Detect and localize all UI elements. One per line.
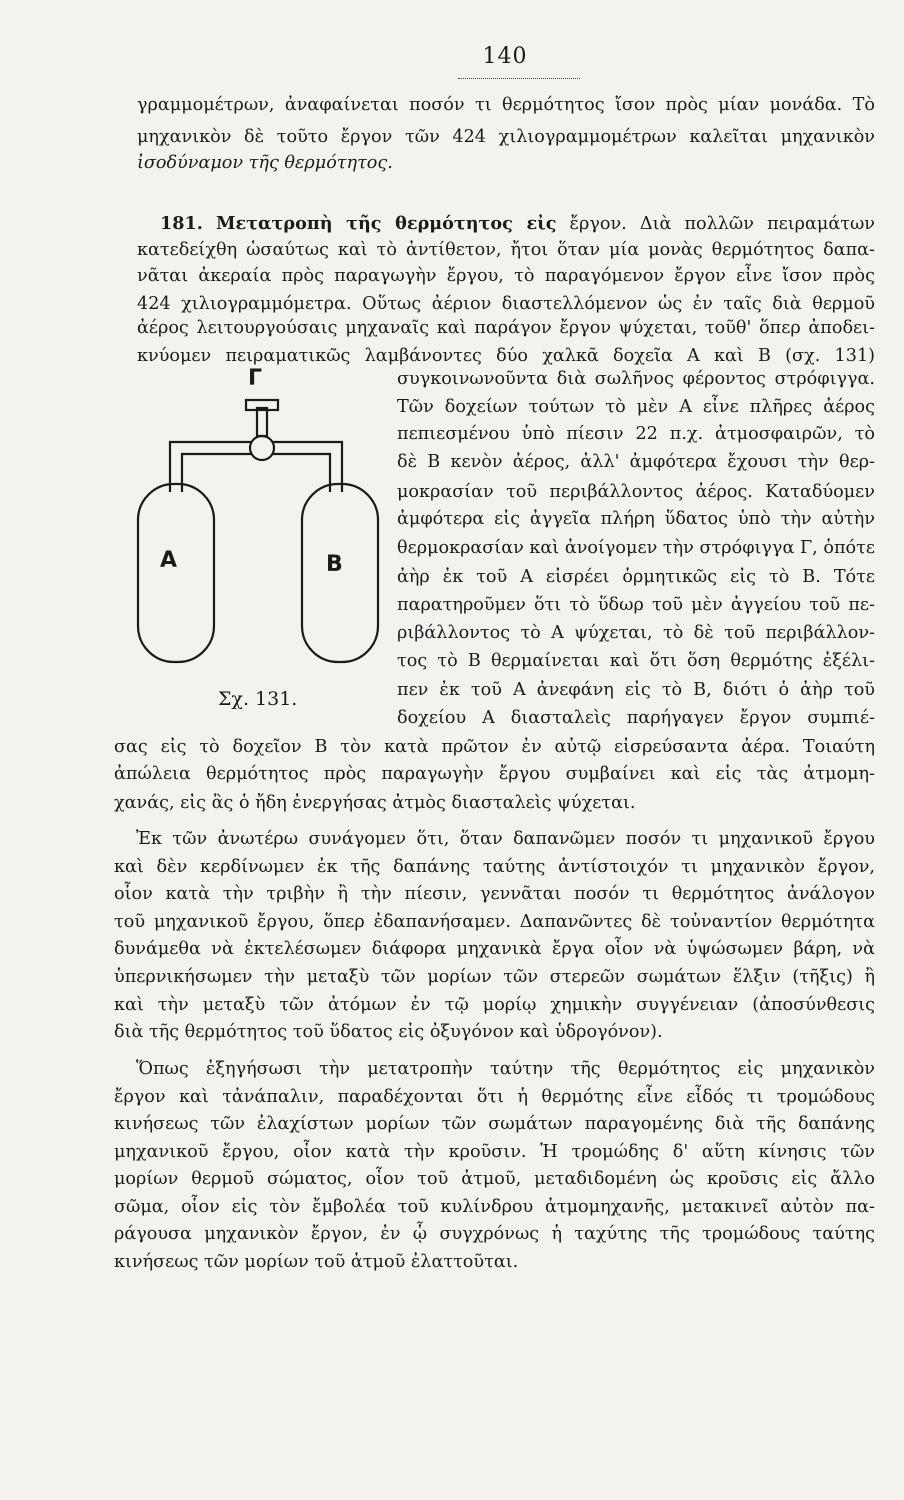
figure-131-two-vessels-diagram <box>130 362 380 682</box>
section-heading-rest: ἔργον. Διὰ πολλῶν πειραμάτων <box>569 214 875 234</box>
text-line: χανάς, εἰς ἃς ὁ ἤδη ἐνεργήσας ἀτμὸς διασταλεὶς ψύχεται. <box>114 793 636 813</box>
text-line: ἀπώλεια θερμότητος πρὸς παραγωγὴν ἔργου συμβαίνει καὶ εἰς τὰς ἀτμομη- <box>114 764 875 784</box>
text-line: καὶ δὲν κερδίνωμεν ἐκ τῆς δαπάνης ταύτης ἀντίστοιχόν τι μηχανικὸν ἔργον, <box>114 857 875 877</box>
text-line: πεπιεσμένου ὑπὸ πίεσιν 22 π.χ. ἀτμοσφαιρῶν, τὸ <box>397 424 875 444</box>
text-line: δὲ Β κενὸν ἀέρος, ἀλλ' ἀμφότερα ἔχουσι τὴν θερ- <box>397 452 875 472</box>
page-number: 140 <box>482 44 528 69</box>
text-line: μηχανικὸν δὲ τοῦτο ἔργον τῶν 424 χιλιογραμμομέτρων καλεῖται μηχανικὸν <box>137 127 875 147</box>
header-rule <box>458 78 580 79</box>
text-line: συγκοινωνοῦντα διὰ σωλῆνος φέροντος στρόφιγγα. <box>397 369 875 389</box>
text-line: μοκρασίαν τοῦ περιβάλλοντος ἀέρος. Καταδύομεν <box>397 482 875 502</box>
text-line: Ὅπως ἐξηγήσωσι τὴν μετατροπὴν ταύτην τῆς θερμότητος εἰς μηχανικὸν <box>136 1059 875 1079</box>
text-line: διὰ τῆς θερμότητος τοῦ ὕδατος εἰς ὀξυγόνον καὶ ὑδρογόνον). <box>114 1022 663 1042</box>
section-number: 181. <box>160 213 203 234</box>
text-line: ριβάλλοντος τὸ Α ψύχεται, τὸ δὲ τοῦ περιβάλλον- <box>397 623 875 643</box>
figure-label-gamma: Γ <box>248 366 263 391</box>
text-line: ἀέρος λειτουργούσαις μηχαναῖς καὶ παράγον ἔργον ψύχεται, τοῦθ' ὅπερ ἀποδει- <box>137 318 875 338</box>
text-line: κινήσεως τῶν μορίων τοῦ ἀτμοῦ ἐλαττοῦται. <box>114 1252 519 1272</box>
text-line: ὑπερνικήσωμεν τὴν μεταξὺ τῶν μορίων τῶν στερεῶν σωμάτων ἕλξιν (τῆξις) ἢ <box>114 967 875 987</box>
text-line: κνύομεν πειραματικῶς λαμβάνοντες δύο χαλκᾶ δοχεῖα Α καὶ Β (σχ. 131) <box>137 346 875 366</box>
text-line: Ἐκ τῶν ἀνωτέρω συνάγομεν ὅτι, ὅταν δαπανῶμεν ποσόν τι μηχανικοῦ ἔργου <box>136 829 875 849</box>
text-line: νᾶται ἀκεραία πρὸς παραγωγὴν ἔργου, τὸ παραγόμενον ἔργον εἶνε ἴσον πρὸς <box>137 266 875 286</box>
text-line: 424 χιλιογραμμόμετρα. Οὕτως ἀέριον διαστελλόμενον ὡς ἐν ταῖς διὰ θερμοῦ <box>137 294 875 314</box>
text-line: παρατηροῦμεν ὅτι τὸ ὕδωρ τοῦ μὲν ἀγγείου τοῦ πε- <box>397 595 875 615</box>
figure-caption: Σχ. 131. <box>218 688 298 710</box>
text-line: ἀὴρ ἐκ τοῦ Α εἰσρέει ὁρμητικῶς εἰς τὸ Β. Τότε <box>397 567 875 587</box>
text-line: τος τὸ Β θερμαίνεται καὶ ὅτι ὅση θερμότης ἐξέλι- <box>397 651 875 671</box>
text-line: ἀμφότερα εἰς ἀγγεῖα πλήρη ὕδατος ὑπὸ τὴν αὐτὴν <box>397 509 875 529</box>
text-line: κατεδείχθη ὡσαύτως καὶ τὸ ἀντίθετον, ἤτοι ὅταν μία μονὰς θερμότητος δαπα- <box>137 240 875 260</box>
text-line: ράγουσα μηχανικὸν ἔργον, ἐν ᾧ συγχρόνως ἡ ταχύτης τῆς τρομώδους ταύτης <box>114 1224 875 1244</box>
text-line: σῶμα, οἷον εἰς τὸν ἔμβολέα τοῦ κυλίνδρου ἀτμομηχανῆς, μετακινεῖ αὐτὸν πα- <box>114 1197 875 1217</box>
text-line: πεν ἐκ τοῦ Α ἀνεφάνη εἰς τὸ Β, διότι ὁ ἀὴρ τοῦ <box>397 680 875 700</box>
section-title: Μετατροπὴ τῆς θερμότητος εἰς <box>216 213 557 234</box>
text-line: θερμοκρασίαν καὶ ἀνοίγομεν τὴν στρόφιγγα Γ, ὁπότε <box>397 538 875 558</box>
text-line: σας εἰς τὸ δοχεῖον Β τὸν κατὰ πρῶτον ἐν αὐτῷ εἰσρεύσαντα ἀέρα. Τοιαύτη <box>114 737 875 757</box>
text-line: Τῶν δοχείων τούτων τὸ μὲν Α εἶνε πλῆρες ἀέρος <box>397 397 875 417</box>
text-line: γραμμομέτρων, ἀναφαίνεται ποσόν τι θερμότητος ἴσον πρὸς μίαν μονάδα. Τὸ <box>137 95 875 115</box>
text-line: μορίων θερμοῦ σώματος, οἷον τοῦ ἀτμοῦ, μεταδιδομένη ὡς κροῦσις εἰς ἄλλο <box>114 1169 875 1189</box>
figure-label-a: Α <box>160 548 178 573</box>
text-line: δυνάμεθα νὰ ἐκτελέσωμεν διάφορα μηχανικὰ ἔργα οἷον νὰ ὑψώσωμεν βάρη, νὰ <box>114 939 875 959</box>
text-line: μηχανικοῦ ἔργου, οἷον κατὰ τὴν κροῦσιν. Ἡ τρομώδης δ' αὕτη κίνησις τῶν <box>114 1142 875 1162</box>
text-line: κινήσεως τῶν ἐλαχίστων μορίων τῶν σωμάτων παραγομένης διὰ τῆς δαπάνης <box>114 1114 875 1134</box>
text-line: ἰσοδύναμον τῆς θερμότητος. <box>137 153 393 173</box>
text-line: δοχείου Α διασταλεὶς παρήγαγεν ἔργον συμπιέ- <box>397 708 875 728</box>
figure-label-b: Β <box>326 552 343 577</box>
text-line: οἷον κατὰ τὴν τριβὴν ἢ τὴν πίεσιν, γεννᾶται ποσόν τι θερμότητος ἀνάλογον <box>114 884 875 904</box>
text-line: ἔργον καὶ τἀνάπαλιν, παραδέχονται ὅτι ἡ θερμότης εἶνε εἶδός τι τρομώδους <box>114 1087 875 1107</box>
text-line: καὶ τὴν μεταξὺ τῶν ἀτόμων ἐν τῷ μορίῳ χημικὴν συγγένειαν (ἀποσύνθεσις <box>114 995 875 1015</box>
text-line: τοῦ μηχανικοῦ ἔργου, ὅπερ ἐδαπανήσαμεν. Δαπανῶντες δὲ τοὐναντίον θερμότητα <box>114 912 875 932</box>
section-heading-line <box>160 213 875 235</box>
